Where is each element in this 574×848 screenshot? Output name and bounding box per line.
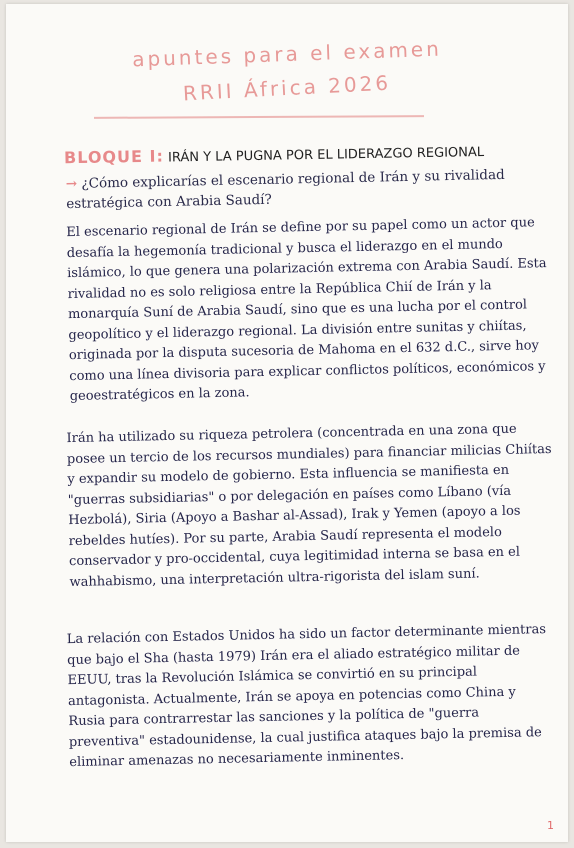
block-heading	[64, 140, 554, 168]
page-number: 1	[547, 819, 554, 832]
answer-paragraph-1: El escenario regional de Irán se define por su papel como un actor que desafía la hegemonía tradicional y busca el liderazgo en el mundo islámico, lo que genera una polarización extrema con Arabia Saudí. Esta rivalidad no es solo religiosa entre la República Chií de Irán y la monarquía Suní de Arabia Saudí, sino que es una lucha por el control geopolítico y el liderazgo regional. La división entre sunitas y chiítas, originada por la disputa sucesoria de Mahoma en el 632 d.C., sirve hoy como una línea divisoria para explicar conflictos políticos, económicos y geoestratégicos en la zona.	[66, 215, 547, 405]
arrow-icon: →	[65, 175, 78, 193]
block-title: IRÁN Y LA PUGNA POR EL LIDERAZGO REGIONAL	[167, 144, 485, 166]
page-title-line1: apuntes para el examen	[131, 36, 443, 72]
title-underline	[94, 115, 424, 119]
block-label: BLOQUE I:	[63, 146, 165, 168]
answer-paragraph-3: La relación con Estados Unidos ha sido un factor determinante mientras que bajo el Sha (hasta 1979) Irán era el aliado estratégico militar de EEUU, tras la Revolución Islámica se convirtió en su principal antagonista. Actualmente, Irán se apoya en potencias como China y Rusia para contrarrestar las sanciones y la política de "guerra preventiva" estadounidense, la cual justifica ataques bajo la premisa de eliminar amenazas no necesariamente inminentes.	[66, 622, 547, 771]
page-title-line2: RRII África 2026	[182, 70, 392, 106]
question-text: ¿Cómo explicarías el escenario regional de Irán y su rivalidad estratégica con Arabia Saudí?	[66, 166, 505, 213]
notebook-page	[6, 4, 568, 842]
exam-question	[66, 164, 552, 214]
answer-paragraph-2: Irán ha utilizado su riqueza petrolera (concentrada en una zona que posee un tercio de los recursos mundiales) para financiar milicias Chiítas y expandir su modelo de gobierno. Esta influencia se manifiesta en "guerras subsidiarias" o por delegación en países como Líbano (vía Hezbolá), Siria (Apoyo a Bashar al-Assad), Irak y Yemen (apoyo a los rebeldes hutíes). Por su parte, Arabia Saudí representa el modelo conservador y pro-occidental, cuya legitimidad interna se basa en el wahhabismo, una interpretación ultra-rigorista del islam suní.	[66, 421, 552, 590]
